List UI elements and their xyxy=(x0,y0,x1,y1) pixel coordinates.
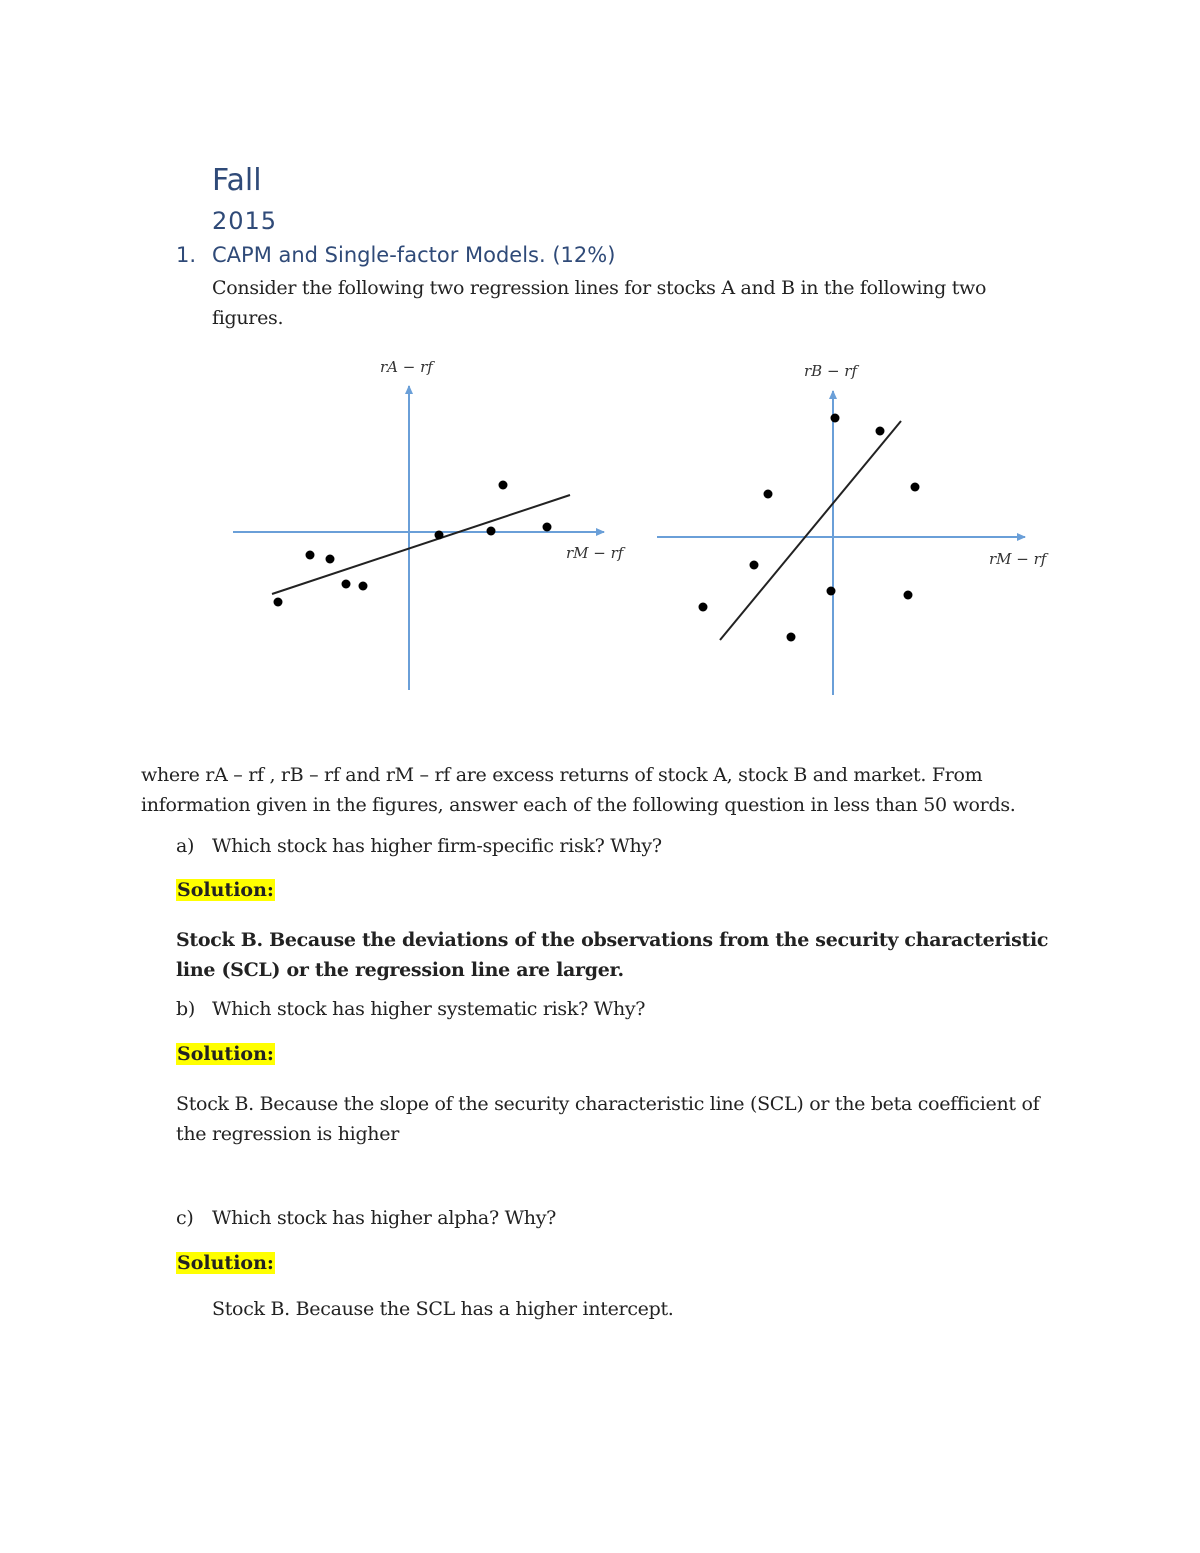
solution-b-label: Solution: xyxy=(177,1043,274,1065)
figure-a-point xyxy=(543,523,552,532)
solution-a-wrap xyxy=(176,879,275,901)
question-b-label: b) xyxy=(176,998,195,1020)
solution-c-label: Solution: xyxy=(177,1252,274,1274)
regression-figures xyxy=(0,0,1200,760)
figure-a-point xyxy=(306,551,315,560)
question-c-text: Which stock has higher alpha? Why? xyxy=(212,1207,557,1229)
question-a xyxy=(176,835,662,857)
figure-b-point xyxy=(827,587,836,596)
figure-b-point xyxy=(876,427,885,436)
figure-b-point xyxy=(764,490,773,499)
figure-a-point xyxy=(326,555,335,564)
intro-paragraph: Consider the following two regression lines for stocks A and B in the following two figures. xyxy=(212,277,987,329)
figure-a-regression-line xyxy=(272,495,570,594)
solution-c-wrap xyxy=(176,1252,275,1274)
question-b xyxy=(176,998,645,1020)
solution-b-wrap xyxy=(176,1043,275,1065)
answer-c: Stock B. Because the SCL has a higher intercept. xyxy=(212,1298,674,1320)
question-c-label: c) xyxy=(176,1207,194,1229)
question-title: CAPM and Single-factor Models. (12%) xyxy=(212,243,616,267)
answer-a: Stock B. Because the deviations of the observations from the security characteristic line (SCL) or the regression line are larger. xyxy=(176,929,1049,981)
figure-a xyxy=(233,358,626,690)
term-heading: Fall xyxy=(212,163,262,198)
question-b-text: Which stock has higher systematic risk? Why? xyxy=(212,998,646,1020)
figure-a-y-axis-label: rA − rf xyxy=(380,358,433,376)
solution-a-label: Solution: xyxy=(177,879,274,901)
figure-b-x-axis-label: rM − rf xyxy=(989,550,1047,568)
figure-a-point xyxy=(342,580,351,589)
figure-a-x-axis-label: rM − rf xyxy=(566,544,624,562)
figure-b-point xyxy=(750,561,759,570)
figure-b xyxy=(657,362,1049,695)
question-c xyxy=(176,1207,556,1229)
year-heading: 2015 xyxy=(212,207,278,235)
figure-a-point xyxy=(499,481,508,490)
figure-b-point xyxy=(699,603,708,612)
where-paragraph: where rA – rf , rB – rf and rM – rf are excess returns of stock A, stock B and market. From information given in the figures, answer each of the following question in less than 50 words. xyxy=(141,764,1016,816)
figure-a-point xyxy=(435,531,444,540)
figure-b-point xyxy=(787,633,796,642)
question-number: 1. xyxy=(176,243,197,267)
figure-b-regression-line xyxy=(720,421,901,640)
figure-a-point xyxy=(487,527,496,536)
figure-a-point xyxy=(359,582,368,591)
answer-b: Stock B. Because the slope of the security characteristic line (SCL) or the beta coefficient of the regression is higher xyxy=(176,1093,1040,1145)
figure-a-point xyxy=(274,598,283,607)
figure-b-point xyxy=(911,483,920,492)
figure-b-point xyxy=(831,414,840,423)
figure-b-point xyxy=(904,591,913,600)
question-a-label: a) xyxy=(176,835,195,857)
figure-b-y-axis-label: rB − rf xyxy=(804,362,858,380)
question-a-text: Which stock has higher firm-specific risk? Why? xyxy=(212,835,662,857)
